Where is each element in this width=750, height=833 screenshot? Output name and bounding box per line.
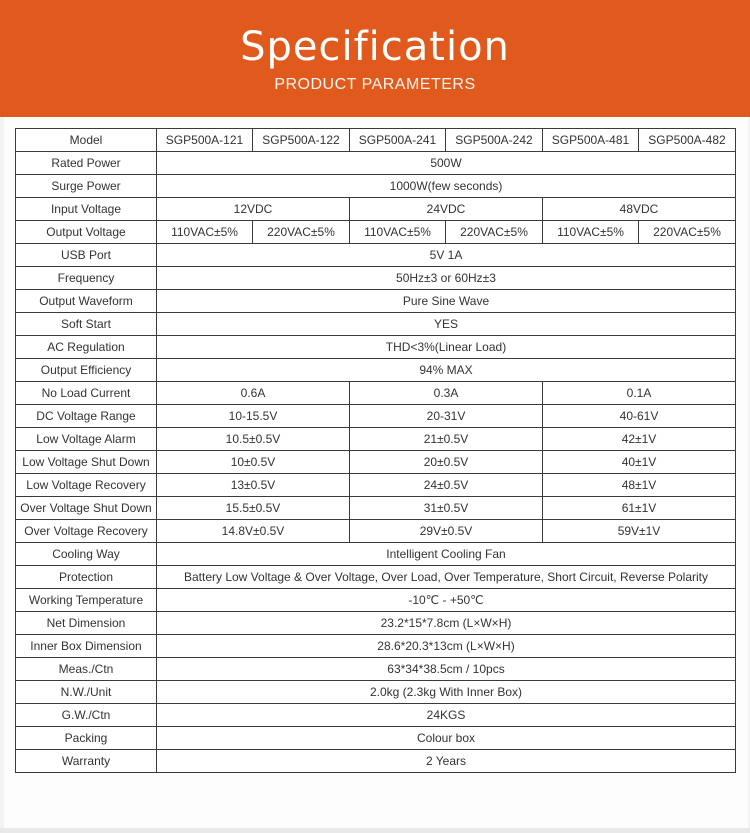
table-cell: 20±0.5V (350, 451, 543, 474)
page-title: Specification (240, 24, 510, 70)
table-cell: Colour box (157, 727, 736, 750)
row-label: Net Dimension (16, 612, 157, 635)
table-cell: SGP500A-241 (350, 129, 446, 152)
row-label: No Load Current (16, 382, 157, 405)
row-label: Soft Start (16, 313, 157, 336)
table-row (16, 267, 736, 290)
table-row (16, 635, 736, 658)
row-label: Low Voltage Shut Down (16, 451, 157, 474)
table-cell: YES (157, 313, 736, 336)
table-row (16, 750, 736, 773)
row-label: Surge Power (16, 175, 157, 198)
table-row (16, 152, 736, 175)
table-row (16, 727, 736, 750)
table-cell: THD<3%(Linear Load) (157, 336, 736, 359)
table-cell: 14.8V±0.5V (157, 520, 350, 543)
table-row (16, 359, 736, 382)
table-cell: 110VAC±5% (543, 221, 639, 244)
bottom-strip (0, 828, 750, 833)
table-cell: Intelligent Cooling Fan (157, 543, 736, 566)
row-label: Packing (16, 727, 157, 750)
table-cell: SGP500A-482 (639, 129, 736, 152)
table-cell: 220VAC±5% (253, 221, 350, 244)
table-cell: 0.6A (157, 382, 350, 405)
row-label: Cooling Way (16, 543, 157, 566)
row-label: AC Regulation (16, 336, 157, 359)
table-cell: 31±0.5V (350, 497, 543, 520)
row-label: Output Waveform (16, 290, 157, 313)
table-cell: Battery Low Voltage & Over Voltage, Over Load, Over Temperature, Short Circuit, Reverse Polarity (157, 566, 736, 589)
row-label: Rated Power (16, 152, 157, 175)
table-cell: 1000W(few seconds) (157, 175, 736, 198)
table-row (16, 612, 736, 635)
table-cell: SGP500A-122 (253, 129, 350, 152)
table-cell: 28.6*20.3*13cm (L×W×H) (157, 635, 736, 658)
row-label: N.W./Unit (16, 681, 157, 704)
table-row (16, 543, 736, 566)
table-cell: 13±0.5V (157, 474, 350, 497)
table-row (16, 474, 736, 497)
row-label: USB Port (16, 244, 157, 267)
table-cell: 12VDC (157, 198, 350, 221)
table-row (16, 589, 736, 612)
table-row (16, 313, 736, 336)
table-cell: 50Hz±3 or 60Hz±3 (157, 267, 736, 290)
row-label: Low Voltage Recovery (16, 474, 157, 497)
table-row (16, 428, 736, 451)
table-cell: 20-31V (350, 405, 543, 428)
table-row (16, 336, 736, 359)
table-row (16, 244, 736, 267)
table-cell: 29V±0.5V (350, 520, 543, 543)
table-cell: 220VAC±5% (639, 221, 736, 244)
table-cell: 10.5±0.5V (157, 428, 350, 451)
table-row (16, 198, 736, 221)
table-cell: 24KGS (157, 704, 736, 727)
page-subtitle: PRODUCT PARAMETERS (274, 76, 476, 93)
table-cell: 2 Years (157, 750, 736, 773)
table-cell: 40±1V (543, 451, 736, 474)
table-cell: 24±0.5V (350, 474, 543, 497)
table-row (16, 658, 736, 681)
table-cell: 40-61V (543, 405, 736, 428)
table-cell: 48VDC (543, 198, 736, 221)
row-label: Input Voltage (16, 198, 157, 221)
table-cell: 500W (157, 152, 736, 175)
row-label: Output Efficiency (16, 359, 157, 382)
table-cell: 61±1V (543, 497, 736, 520)
table-cell: 94% MAX (157, 359, 736, 382)
table-cell: 10±0.5V (157, 451, 350, 474)
table-cell: -10℃ - +50℃ (157, 589, 736, 612)
row-label: G.W./Ctn (16, 704, 157, 727)
row-label: Protection (16, 566, 157, 589)
table-row (16, 451, 736, 474)
row-label: Model (16, 129, 157, 152)
row-label: Meas./Ctn (16, 658, 157, 681)
table-cell: 0.3A (350, 382, 543, 405)
row-label: Working Temperature (16, 589, 157, 612)
spec-table-body (16, 129, 736, 773)
table-cell: SGP500A-242 (446, 129, 543, 152)
table-cell: 59V±1V (543, 520, 736, 543)
table-row (16, 566, 736, 589)
table-row (16, 175, 736, 198)
table-cell: SGP500A-481 (543, 129, 639, 152)
table-row (16, 221, 736, 244)
table-cell: 48±1V (543, 474, 736, 497)
row-label: Over Voltage Shut Down (16, 497, 157, 520)
row-label: Output Voltage (16, 221, 157, 244)
table-cell: 2.0kg (2.3kg With Inner Box) (157, 681, 736, 704)
table-row (16, 704, 736, 727)
table-cell: 110VAC±5% (350, 221, 446, 244)
table-cell: 110VAC±5% (157, 221, 253, 244)
row-label: Warranty (16, 750, 157, 773)
table-cell: 220VAC±5% (446, 221, 543, 244)
row-label: Over Voltage Recovery (16, 520, 157, 543)
table-row (16, 681, 736, 704)
spec-table (15, 128, 736, 773)
row-label: Inner Box Dimension (16, 635, 157, 658)
table-cell: 21±0.5V (350, 428, 543, 451)
row-label: Frequency (16, 267, 157, 290)
table-cell: 5V 1A (157, 244, 736, 267)
table-row (16, 405, 736, 428)
table-cell: 0.1A (543, 382, 736, 405)
table-row (16, 129, 736, 152)
table-cell: 23.2*15*7.8cm (L×W×H) (157, 612, 736, 635)
table-row (16, 382, 736, 405)
table-cell: SGP500A-121 (157, 129, 253, 152)
table-cell: Pure Sine Wave (157, 290, 736, 313)
header-banner (0, 0, 750, 117)
table-row (16, 290, 736, 313)
table-row (16, 497, 736, 520)
table-cell: 24VDC (350, 198, 543, 221)
table-cell: 15.5±0.5V (157, 497, 350, 520)
table-cell: 10-15.5V (157, 405, 350, 428)
row-label: DC Voltage Range (16, 405, 157, 428)
table-row (16, 520, 736, 543)
row-label: Low Voltage Alarm (16, 428, 157, 451)
table-cell: 42±1V (543, 428, 736, 451)
table-cell: 63*34*38.5cm / 10pcs (157, 658, 736, 681)
